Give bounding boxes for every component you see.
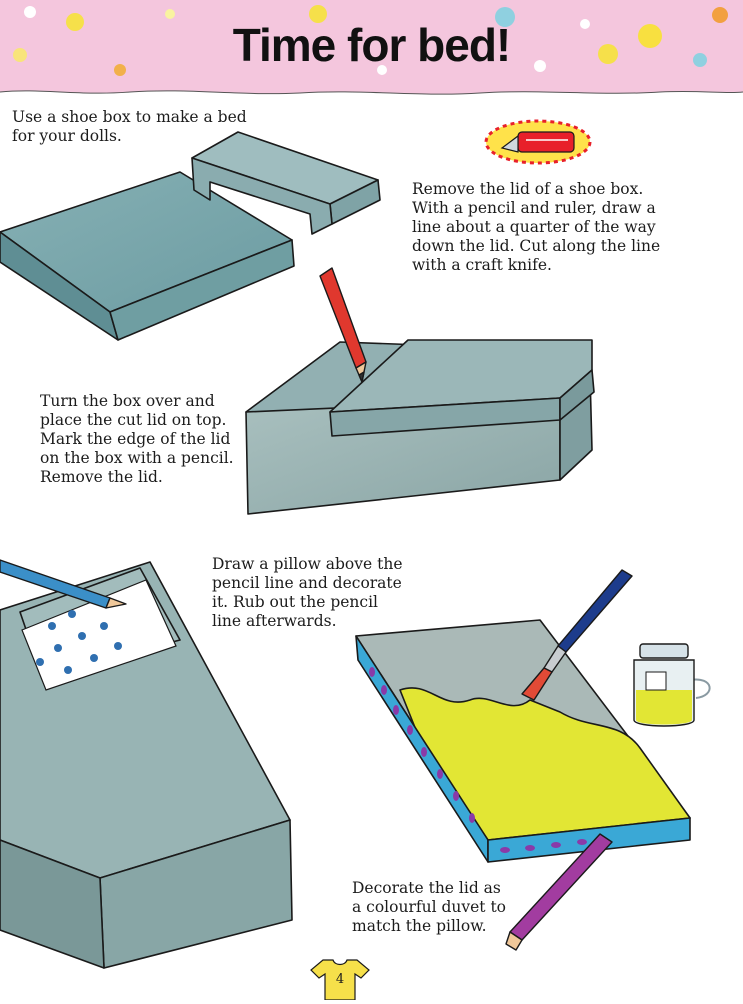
shoebox-lid-base bbox=[0, 172, 294, 340]
page-number-badge bbox=[309, 956, 371, 1000]
paint-jar-icon bbox=[634, 644, 710, 726]
craft-knife-icon bbox=[486, 121, 590, 163]
intro-text: Use a shoe box to make a bed for your dolls. bbox=[12, 108, 247, 145]
page-number: 4 bbox=[335, 972, 345, 987]
step3-text: Draw a pillow above the pencil line and decorate it. Rub out the pencil line afterwards. bbox=[212, 555, 403, 630]
step2-text: Turn the box over and place the cut lid on top. Mark the edge of the lid on the box with a pencil. Remove the lid. bbox=[40, 392, 234, 486]
page-title: Time for bed! bbox=[232, 19, 511, 71]
step1-text: Remove the lid of a shoe box. With a pencil and ruler, draw a line about a quarter of the way down the lid. Cut along the line with a craft knife. bbox=[412, 180, 661, 274]
step4-text: Decorate the lid as a colourful duvet to match the pillow. bbox=[352, 879, 507, 935]
shoebox-with-lid bbox=[246, 340, 594, 514]
